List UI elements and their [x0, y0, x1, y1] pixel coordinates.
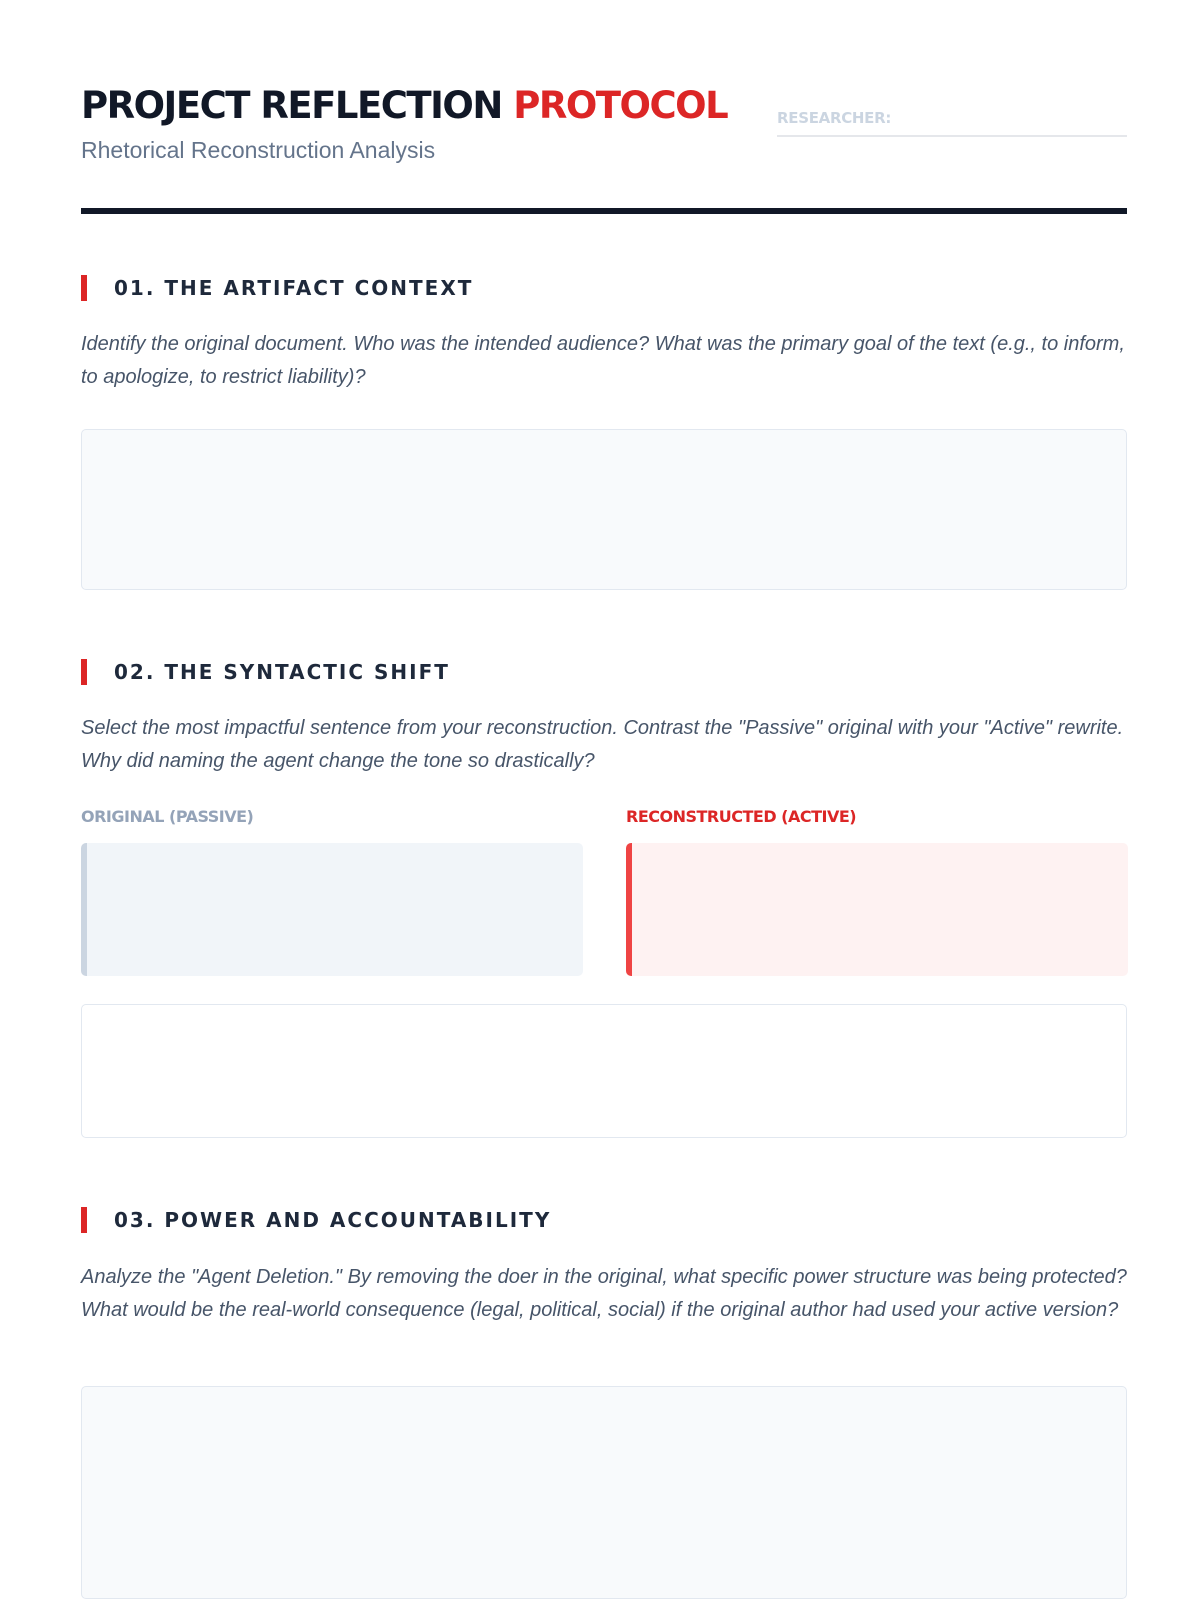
reconstructed-active-label: RECONSTRUCTED (ACTIVE)	[626, 807, 857, 826]
section-02-answer-box[interactable]	[81, 1004, 1127, 1138]
original-passive-label: ORIGINAL (PASSIVE)	[81, 807, 254, 826]
section-02-heading	[81, 659, 1127, 685]
header-divider	[81, 208, 1127, 214]
section-03-prompt: Analyze the "Agent Deletion." By removing the doer in the original, what specific power structure was being protected? What would be the real-world consequence (legal, political, social) if the original author had used your active version?	[81, 1266, 1127, 1321]
section-03-title: 03. POWER AND ACCOUNTABILITY	[114, 1208, 552, 1232]
section-01-heading	[81, 275, 1127, 301]
reflection-worksheet	[81, 0, 1127, 1600]
section-01-title: 01. THE ARTIFACT CONTEXT	[114, 276, 474, 300]
section-02-prompt: Select the most impactful sentence from your reconstruction. Contrast the "Passive" original with your "Active" rewrite. Why did naming the agent change the tone so drastically?	[81, 717, 1124, 772]
researcher-field[interactable]	[777, 109, 1127, 137]
section-marker	[81, 659, 87, 685]
section-03-answer-box[interactable]	[81, 1386, 1127, 1599]
title-main: PROJECT REFLECTION	[81, 84, 502, 127]
worksheet-header	[81, 84, 1127, 214]
page-subtitle: Rhetorical Reconstruction Analysis	[81, 137, 436, 163]
researcher-label: RESEARCHER:	[777, 109, 892, 127]
section-01-answer-box[interactable]	[81, 429, 1127, 590]
section-02-title: 02. THE SYNTACTIC SHIFT	[114, 660, 450, 684]
page-title	[81, 84, 727, 128]
section-03-heading	[81, 1207, 1127, 1233]
reconstructed-active-box[interactable]	[626, 843, 1128, 976]
title-accent: PROTOCOL	[513, 84, 728, 127]
section-marker	[81, 275, 87, 301]
original-passive-box[interactable]	[81, 843, 583, 976]
section-01-prompt: Identify the original document. Who was the intended audience? What was the primary goal of the text (e.g., to inform, to apologize, to restrict liability)?	[81, 333, 1125, 388]
section-marker	[81, 1207, 87, 1233]
